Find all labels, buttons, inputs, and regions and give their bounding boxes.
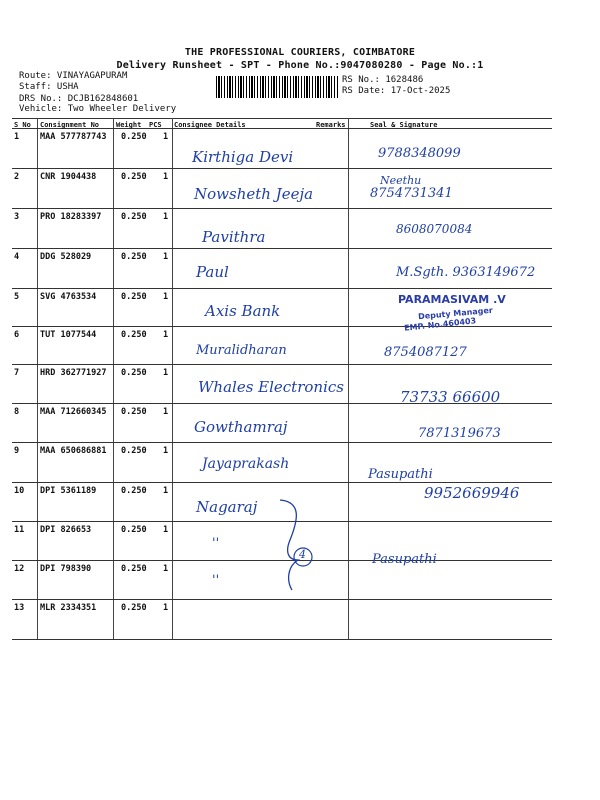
pcs-value: 1: [163, 212, 169, 222]
consignment-number: SVG 4763534: [40, 292, 97, 302]
column-header-consignment: Consignment No: [40, 121, 100, 129]
column-divider: [37, 561, 38, 599]
column-header-remarks: Remarks: [316, 121, 346, 129]
weight-value: 0.250: [121, 525, 147, 535]
column-header-signature: Seal & Signature: [370, 121, 438, 129]
consignee-name: Pavithra: [202, 228, 266, 246]
column-divider: [37, 129, 38, 168]
receiver-phone: 9952669946: [424, 484, 520, 502]
column-divider: [172, 600, 173, 639]
document-subtitle: Delivery Runsheet - SPT - Phone No.:9047080280 - Page No.:1: [116, 60, 484, 71]
serial-number: 3: [14, 212, 20, 222]
column-divider: [37, 404, 38, 442]
rs-number: RS No.: 1628486: [342, 75, 424, 85]
column-divider: [348, 249, 349, 288]
receiver-signature: 9788348099: [378, 146, 461, 161]
pcs-value: 1: [163, 252, 169, 262]
weight-value: 0.250: [121, 212, 147, 222]
consignment-number: MAA 712660345: [40, 407, 107, 417]
weight-value: 0.250: [121, 446, 147, 456]
column-divider: [348, 129, 349, 168]
column-divider: [172, 118, 173, 128]
column-divider: [172, 289, 173, 326]
column-divider: [113, 365, 114, 403]
column-divider: [37, 522, 38, 560]
column-divider: [37, 365, 38, 403]
row-divider: [12, 288, 552, 289]
column-divider: [172, 561, 173, 599]
receiver-signature: Pasupathi: [372, 552, 437, 567]
pcs-value: 1: [163, 564, 169, 574]
document-title: THE PROFESSIONAL COURIERS, COIMBATORE: [184, 47, 416, 58]
row-divider: [12, 482, 552, 483]
column-divider: [172, 209, 173, 248]
column-divider: [348, 169, 349, 208]
row-divider: [12, 168, 552, 169]
weight-value: 0.250: [121, 486, 147, 496]
column-divider: [113, 327, 114, 364]
serial-number: 2: [14, 172, 20, 182]
weight-value: 0.250: [121, 292, 147, 302]
column-divider: [348, 209, 349, 248]
pcs-value: 1: [163, 368, 169, 378]
column-divider: [113, 249, 114, 288]
receiver-phone: 7871319673: [418, 426, 501, 441]
column-divider: [37, 600, 38, 639]
consignee-name: Gowthamraj: [194, 418, 288, 436]
stamp-role: Deputy Manager: [417, 305, 494, 322]
column-divider: [172, 483, 173, 521]
row-divider: [12, 248, 552, 249]
pcs-value: 1: [163, 292, 169, 302]
receiver-signature: Pasupathi: [368, 467, 433, 482]
consignment-number: TUT 1077544: [40, 330, 97, 340]
column-divider: [172, 522, 173, 560]
consignee-name: Whales Electronics: [198, 378, 344, 396]
column-divider: [172, 404, 173, 442]
row-divider: [12, 639, 552, 640]
receiver-phone: 8754731341: [370, 186, 453, 201]
column-divider: [172, 443, 173, 482]
serial-number: 11: [14, 525, 25, 535]
consignment-number: CNR 1904438: [40, 172, 97, 182]
column-divider: [348, 365, 349, 403]
weight-value: 0.250: [121, 407, 147, 417]
column-divider: [348, 522, 349, 560]
consignee-name: Paul: [196, 263, 229, 281]
column-divider: [113, 600, 114, 639]
serial-number: 4: [14, 252, 20, 262]
receiver-signature: Neethu: [380, 174, 422, 187]
receiver-phone: 8608070084: [396, 222, 473, 236]
receiver-phone: 73733 66600: [400, 388, 501, 406]
consignee-name: Jayaprakash: [202, 456, 290, 472]
column-divider: [348, 600, 349, 639]
serial-number: 1: [14, 132, 20, 142]
column-header-consignee: Consignee Details: [174, 121, 246, 129]
column-divider: [348, 404, 349, 442]
column-divider: [113, 289, 114, 326]
stamp-name: PARAMASIVAM .V: [398, 293, 506, 306]
column-header-pcs: PCS: [149, 121, 162, 129]
serial-number: 6: [14, 330, 20, 340]
stamp-employee-number: EMP. No.460403: [403, 316, 477, 333]
bracket-mark: [240, 490, 330, 600]
column-divider: [172, 365, 173, 403]
column-divider: [348, 289, 349, 326]
pcs-value: 1: [163, 330, 169, 340]
consignee-name: Muralidharan: [196, 343, 287, 358]
consignment-number: DPI 5361189: [40, 486, 97, 496]
column-divider: [113, 561, 114, 599]
consignment-number: PRO 18283397: [40, 212, 102, 222]
pcs-value: 1: [163, 603, 169, 613]
table-top-border: [12, 118, 552, 119]
pcs-value: 1: [163, 525, 169, 535]
column-divider: [113, 404, 114, 442]
weight-value: 0.250: [121, 564, 147, 574]
column-divider: [113, 522, 114, 560]
consignee-name: Axis Bank: [205, 302, 281, 320]
weight-value: 0.250: [121, 132, 147, 142]
route-label: Route: VINAYAGAPURAM: [19, 71, 128, 81]
column-divider: [37, 249, 38, 288]
column-divider: [37, 443, 38, 482]
consignee-name: Nagaraj: [196, 498, 258, 516]
column-divider: [37, 327, 38, 364]
column-header-sno: S No: [14, 121, 31, 129]
serial-number: 9: [14, 446, 20, 456]
row-divider: [12, 442, 552, 443]
column-divider: [37, 209, 38, 248]
serial-number: 7: [14, 368, 20, 378]
pcs-value: 1: [163, 407, 169, 417]
consignment-number: MLR 2334351: [40, 603, 97, 613]
consignment-number: MAA 577787743: [40, 132, 107, 142]
column-divider: [113, 129, 114, 168]
column-divider: [37, 289, 38, 326]
column-divider: [37, 118, 38, 128]
column-divider: [348, 443, 349, 482]
receiver-phone: 8754087127: [384, 345, 467, 360]
pcs-value: 1: [163, 132, 169, 142]
consignee-name: '': [212, 536, 220, 551]
consignment-number: HRD 362771927: [40, 368, 107, 378]
weight-value: 0.250: [121, 330, 147, 340]
column-divider: [37, 483, 38, 521]
receiver-phone: M.Sgth. 9363149672: [396, 265, 536, 280]
consignee-name: '': [212, 573, 220, 588]
column-divider: [348, 561, 349, 599]
serial-number: 10: [14, 486, 25, 496]
circle-mark-number: 4: [299, 548, 306, 561]
pcs-value: 1: [163, 446, 169, 456]
row-divider: [12, 364, 552, 365]
staff-label: Staff: USHA: [19, 82, 79, 92]
weight-value: 0.250: [121, 252, 147, 262]
barcode: [216, 76, 338, 98]
column-divider: [348, 483, 349, 521]
rs-date: RS Date: 17-Oct-2025: [342, 86, 451, 96]
pcs-value: 1: [163, 172, 169, 182]
column-divider: [348, 118, 349, 128]
column-divider: [113, 209, 114, 248]
column-divider: [172, 169, 173, 208]
column-divider: [172, 327, 173, 364]
pcs-value: 1: [163, 486, 169, 496]
column-divider: [172, 129, 173, 168]
serial-number: 12: [14, 564, 25, 574]
column-divider: [37, 169, 38, 208]
consignee-name: Nowsheth Jeeja: [194, 185, 314, 203]
serial-number: 13: [14, 603, 25, 613]
consignment-number: DPI 826653: [40, 525, 92, 535]
weight-value: 0.250: [121, 172, 147, 182]
row-divider: [12, 208, 552, 209]
column-divider: [172, 249, 173, 288]
column-divider: [113, 483, 114, 521]
row-divider: [12, 326, 552, 327]
column-divider: [113, 443, 114, 482]
consignee-name: Kirthiga Devi: [192, 148, 294, 166]
weight-value: 0.250: [121, 603, 147, 613]
drs-number: DRS No.: DCJB162848601: [19, 94, 139, 104]
serial-number: 8: [14, 407, 20, 417]
consignment-number: MAA 650686881: [40, 446, 107, 456]
consignment-number: DPI 798390: [40, 564, 92, 574]
column-divider: [348, 327, 349, 364]
consignment-number: DDG 528029: [40, 252, 92, 262]
serial-number: 5: [14, 292, 20, 302]
column-divider: [113, 118, 114, 128]
column-divider: [113, 169, 114, 208]
weight-value: 0.250: [121, 368, 147, 378]
column-header-weight: Weight: [116, 121, 142, 129]
vehicle-label: Vehicle: Two Wheeler Delivery: [19, 104, 177, 114]
